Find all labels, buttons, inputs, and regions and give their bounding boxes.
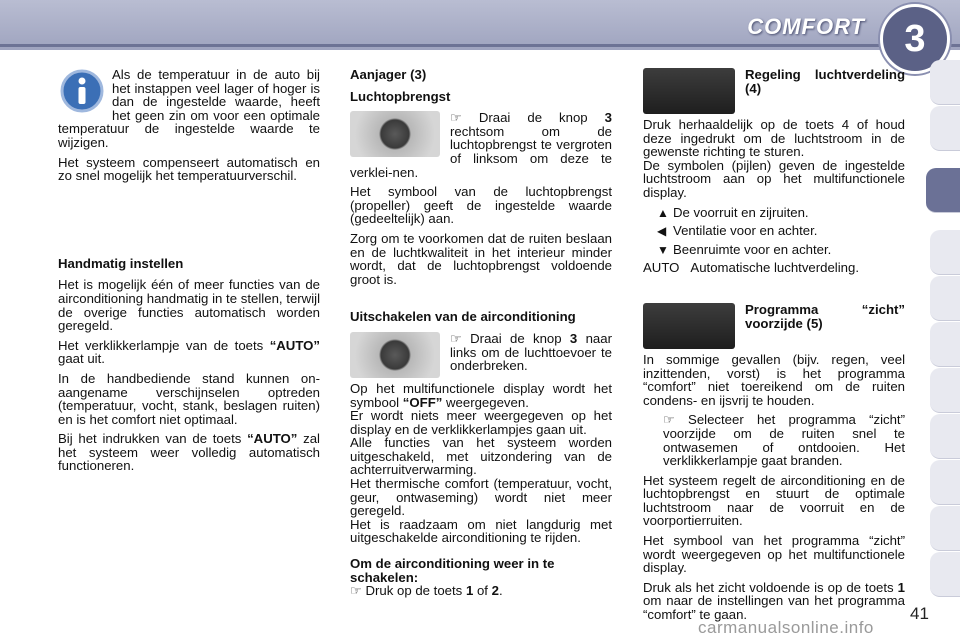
distribution-block bbox=[643, 68, 905, 95]
visibility-paragraph-2: Het systeem regelt de airconditioning en de luchtopbrengst en stuurt de optimale luchtstroom naar de voorruit en de voorportierruiten. bbox=[643, 472, 905, 529]
chapter-tab[interactable] bbox=[930, 60, 960, 105]
zorg-paragraph: Zorg om te voorkomen dat de ruiten beslaan en de luchtkwaliteit in het interieur minder wordt, dat de luchtopbrengst voldoende groot is. bbox=[350, 230, 612, 287]
chapter-tab[interactable] bbox=[930, 230, 960, 275]
luchtopbrengst-heading: Luchtopbrengst bbox=[350, 88, 451, 104]
chapter-tab[interactable] bbox=[930, 414, 960, 459]
blower-knob-image bbox=[350, 111, 440, 157]
visibility-step: ☞ Selecteer het programma “zicht” voorzijde om de ruiten snel te ontwasemen of ontdooien. Het verklikkerlampje gaat branden. bbox=[663, 412, 905, 469]
column-middle bbox=[350, 68, 612, 604]
chapter-tab[interactable] bbox=[930, 506, 960, 551]
on-heading: Om de airconditioning weer in te schakelen: bbox=[350, 556, 555, 585]
off-step: ☞ Draai de knop 3 naar links om de luchttoevoer te onderbreken. bbox=[350, 332, 612, 373]
pointing-hand-icon: ☞ bbox=[663, 412, 689, 428]
off-paragraph-4: Het thermische comfort (temperatuur, vocht, geur, ontwaseming) wordt niet meer geregeld. bbox=[350, 476, 612, 519]
auto-item: AUTO Automatische luchtverdeling. bbox=[643, 260, 860, 276]
chapter-tab[interactable] bbox=[930, 368, 960, 413]
blower-step: ☞ Draai de knop 3 rechtsom om de luchtopbrengst te vergroten of linksom om deze te verklei-nen. bbox=[350, 110, 612, 180]
chapter-tab[interactable] bbox=[930, 552, 960, 597]
off-heading: Uitschakelen van de airconditioning bbox=[350, 309, 576, 325]
chapter-tab[interactable] bbox=[930, 106, 960, 151]
manual-heading: Handmatig instellen bbox=[58, 255, 184, 271]
visibility-heading: Programma “zicht” voorzijde (5) bbox=[745, 301, 905, 331]
distribution-paragraph-1: Druk herhaaldelijk op de toets 4 of houd deze ingedrukt om de luchtstroom in de gewenste richting te sturen. bbox=[643, 117, 905, 160]
visibility-button-image bbox=[643, 303, 735, 349]
manual-paragraph-4: Bij het indrukken van de toets “AUTO” zal het systeem weer volledig automatisch functioneren. bbox=[58, 431, 320, 474]
visibility-paragraph-3: Het symbool van het programma “zicht” wordt weergegeven op het multifunctionele display. bbox=[643, 533, 905, 576]
list-item: ◀ Ventilatie voor en achter. bbox=[657, 223, 818, 239]
visibility-block bbox=[643, 303, 905, 330]
chapter-tab[interactable] bbox=[930, 322, 960, 367]
blower-knob-off-image bbox=[350, 332, 440, 378]
column-right bbox=[643, 68, 905, 628]
chapter-tab[interactable] bbox=[930, 460, 960, 505]
header-divider bbox=[0, 44, 960, 47]
visibility-paragraph-1: In sommige gevallen (bijv. regen, veel inzittenden, vorst) is het programma “comfort” niet toereikend om de ruiten condens- en ijsvrij te houden. bbox=[643, 351, 905, 408]
pointing-hand-icon: ☞ bbox=[350, 583, 366, 599]
pointing-hand-icon: ☞ bbox=[450, 110, 479, 126]
distribution-button-image bbox=[643, 68, 735, 114]
list-item: ▼ Beenruimte voor en achter. bbox=[657, 241, 832, 257]
arrow-left-icon: ◀ bbox=[657, 224, 667, 239]
chapter-tabs bbox=[928, 60, 960, 620]
off-paragraph-5: Het is raadzaam om niet langdurig met uitgeschakelde airconditioning te rijden. bbox=[350, 516, 612, 546]
manual-paragraph-3: In de handbediende stand kunnen on-aangename verschijnselen optreden (temperatuur, vocht, stank, beslagen ruiten) en is het comfort niet optimaal. bbox=[58, 370, 320, 427]
off-paragraph-1: Op het multifunctionele display wordt het symbool “OFF” weergegeven. bbox=[350, 380, 612, 410]
manual-paragraph-2: Het verklikkerlampje van de toets “AUTO” gaat uit. bbox=[58, 337, 320, 367]
chapter-number-badge: 3 bbox=[880, 4, 950, 74]
on-step: ☞ Druk op de toets 1 of 2. bbox=[350, 583, 503, 599]
pointing-hand-icon: ☞ bbox=[450, 330, 471, 346]
blower-heading: Aanjager (3) bbox=[350, 67, 427, 82]
column-left bbox=[58, 68, 320, 479]
chapter-title: COMFORT bbox=[747, 14, 865, 39]
compensate-paragraph: Het systeem compenseert automatisch en zo snel mogelijk het temperatuurverschil. bbox=[58, 154, 320, 184]
distribution-heading: Regeling luchtverdeling (4) bbox=[745, 67, 905, 96]
visibility-paragraph-4: Druk als het zicht voldoende is op de toets 1 om naar de instellingen van het programma “comfort” te gaan. bbox=[643, 579, 905, 623]
distribution-paragraph-2: De symbolen (pijlen) geven de ingestelde luchtstroom aan op het multifunctionele display. bbox=[643, 157, 905, 200]
off-paragraph-3: Alle functies van het systeem worden uitgeschakeld, met uitzondering van de achterruitverwarming. bbox=[350, 435, 612, 478]
info-paragraph: Als de temperatuur in de auto bij het instappen veel lager of hoger is dan de ingestelde waarde, heeft het geen zin om voor een optimale temperatuur de ingestelde waarde te wijzigen. bbox=[58, 67, 320, 150]
info-icon bbox=[58, 68, 106, 114]
manual-paragraph-1: Het is mogelijk één of meer functies van de airconditioning handmatig in te stellen, terwijl de overige functies automatisch worden geregeld. bbox=[58, 277, 320, 334]
list-item: ▲ De voorruit en zijruiten. bbox=[657, 204, 809, 220]
chapter-tab-active[interactable] bbox=[926, 168, 960, 213]
page-number: 41 bbox=[910, 604, 929, 623]
arrow-up-icon: ▲ bbox=[657, 205, 669, 220]
arrow-down-icon: ▼ bbox=[657, 242, 669, 257]
chapter-tab[interactable] bbox=[930, 276, 960, 321]
symbol-paragraph: Het symbool van de luchtopbrengst (propeller) geeft de ingestelde waarde (gedeeltelijk) aan. bbox=[350, 184, 612, 227]
off-paragraph-2: Er wordt niets meer weergegeven op het display en de verklikkerlampjes gaan uit. bbox=[350, 408, 612, 437]
watermark: carmanualsonline.info bbox=[698, 618, 874, 637]
